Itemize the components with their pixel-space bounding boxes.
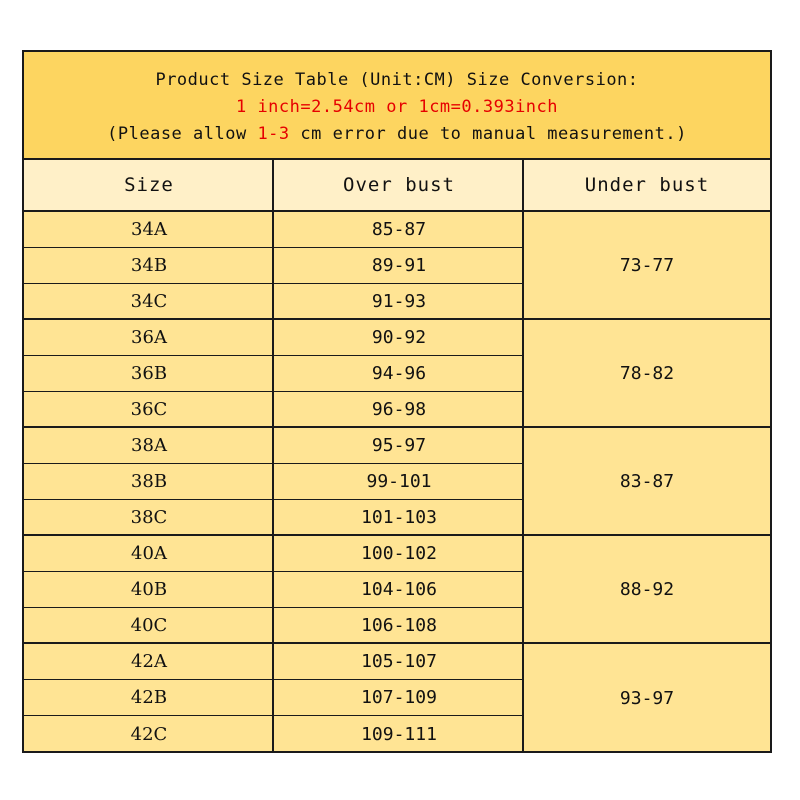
banner-note-suffix: cm error due to manual measurement.) [289,124,687,144]
over-bust-cell: 89-91 [274,248,524,284]
column-header-under-bust: Under bust [524,160,770,212]
over-bust-cell: 106-108 [274,608,524,644]
column-divider [522,160,524,751]
over-bust-cell: 104-106 [274,572,524,608]
banner-note-prefix: (Please allow [107,124,258,144]
under-bust-cell: 83-87 [524,428,770,536]
column-divider [272,160,274,751]
over-bust-cell: 94-96 [274,356,524,392]
column-header-size: Size [24,160,274,212]
size-cell: 42C [130,723,168,745]
under-bust-cell: 93-97 [619,687,675,709]
over-bust-cell: 99-101 [274,464,524,500]
size-cell: 42A [24,644,274,680]
size-cell: 40B [24,572,274,608]
size-table [22,50,772,753]
size-cell: 40C [24,608,274,644]
over-bust-cell: 91-93 [274,284,524,320]
over-bust-cell: 96-98 [274,392,524,428]
over-bust-cell: 101-103 [274,500,524,536]
banner-note [24,121,770,148]
size-cell: 36A [24,320,274,356]
size-cell: 36B [24,356,274,392]
size-cell: 36C [24,392,274,428]
banner-conversion: 1 inch=2.54cm or 1cm=0.393inch [235,97,559,117]
over-bust-cell: 100-102 [274,536,524,572]
banner-note-error-range: 1-3 [257,124,290,144]
size-cell: 34B [24,248,274,284]
size-cell: 38C [24,500,274,536]
over-bust-cell: 90-92 [274,320,524,356]
size-cell: 38B [24,464,274,500]
banner-title: Product Size Table (Unit:CM) Size Conversion: [155,70,639,90]
over-bust-cell: 95-97 [274,428,524,464]
under-bust-cell: 73-77 [524,212,770,320]
under-bust-cell: 78-82 [524,320,770,428]
column-header-over-bust: Over bust [274,160,524,212]
under-bust-cell: 88-92 [524,536,770,644]
size-cell: 34C [24,284,274,320]
size-cell: 42B [24,680,274,716]
over-bust-cell: 107-109 [274,680,524,716]
size-cell: 40A [24,536,274,572]
over-bust-cell: 105-107 [274,644,524,680]
over-bust-cell: 109-111 [361,723,437,745]
over-bust-cell: 85-87 [274,212,524,248]
size-cell: 34A [24,212,274,248]
size-cell: 38A [24,428,274,464]
table-banner [24,52,770,160]
